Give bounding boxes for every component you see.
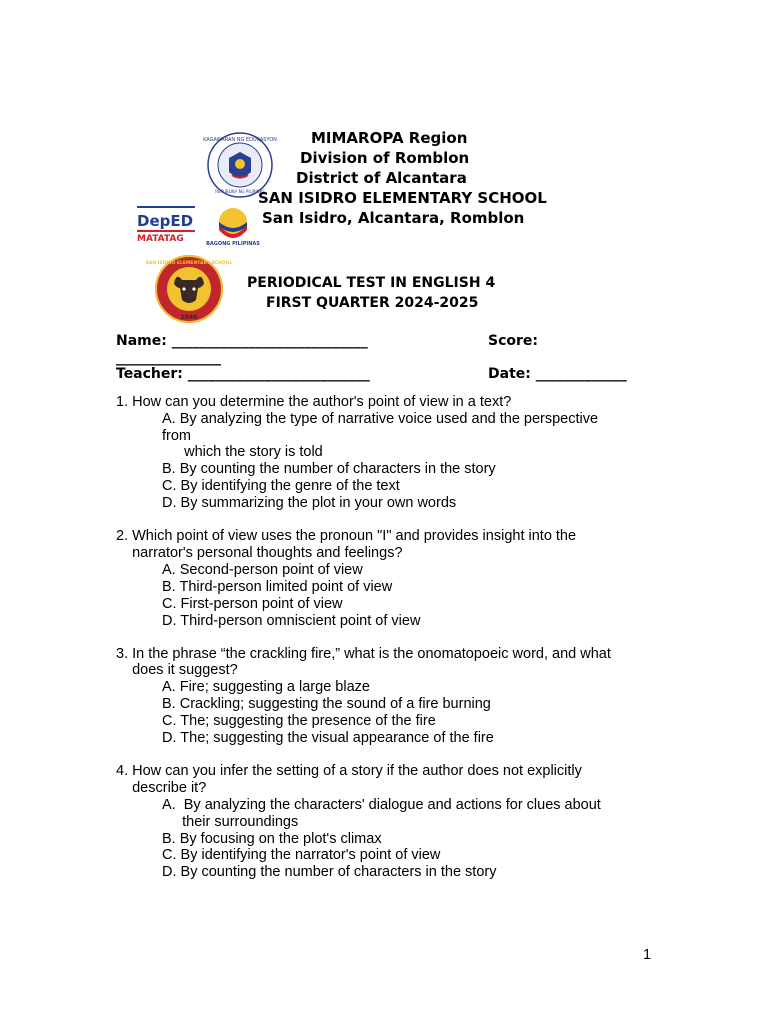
question-3-stem: 3. In the phrase “the crackling fire,” what is the onomatopoeic word, and what (116, 646, 611, 662)
name-field: Name: ____________________________ (116, 333, 368, 349)
question-4-option-d: D. By counting the number of characters in the story (162, 864, 497, 880)
question-4-option-a-cont: their surroundings (162, 814, 299, 830)
bagong-pilipinas-logo (203, 204, 263, 246)
question-3-stem-cont: does it suggest? (116, 662, 238, 678)
school-year-text: 1946 (180, 314, 198, 321)
deped-matatag-logo (137, 206, 199, 246)
score-line: _______________ (116, 350, 221, 366)
header-school: SAN ISIDRO ELEMENTARY SCHOOL (258, 189, 547, 207)
deped-logo-text: DepED (137, 212, 194, 230)
question-1-stem: 1. How can you determine the author's point of view in a text? (116, 394, 512, 410)
question-1-option-a-cont2: which the story is told (168, 444, 323, 460)
header-division: Division of Romblon (300, 149, 470, 167)
question-2-stem: 2. Which point of view uses the pronoun "I" and provides insight into the (116, 528, 577, 544)
page-number: 1 (643, 947, 652, 963)
school-logo (145, 254, 233, 324)
question-2-stem-cont: narrator's personal thoughts and feelings? (116, 545, 403, 561)
date-field: Date: _____________ (488, 366, 627, 382)
seal-ring-text: KAGAWARAN NG EDUKASYON (203, 137, 277, 143)
question-1-option-a-cont: from (162, 428, 191, 444)
teacher-field: Teacher: __________________________ (116, 366, 370, 382)
question-3-option-c: C. The; suggesting the presence of the fire (162, 713, 436, 729)
question-4-option-a: A. By analyzing the characters' dialogue and actions for clues about (162, 797, 601, 813)
bagong-pilipinas-text: BAGONG PILIPINAS (206, 241, 260, 247)
question-1-option-d: D. By summarizing the plot in your own words (162, 495, 457, 511)
question-4-stem: 4. How can you infer the setting of a story if the author does not explicitly (116, 763, 582, 779)
question-1-option-b: B. By counting the number of characters in the story (162, 461, 496, 477)
question-3-option-a: A. Fire; suggesting a large blaze (162, 679, 370, 695)
question-1-option-c: C. By identifying the genre of the text (162, 478, 400, 494)
question-2-option-b: B. Third-person limited point of view (162, 579, 393, 595)
test-title: PERIODICAL TEST IN ENGLISH 4 (247, 275, 496, 291)
score-label: Score: (488, 333, 538, 349)
header-district: District of Alcantara (296, 169, 467, 187)
question-1-option-a: A. By analyzing the type of narrative voice used and the perspective (162, 411, 599, 427)
question-4-option-b: B. By focusing on the plot's climax (162, 831, 382, 847)
school-ring-text: SAN ISIDRO ELEMENTARY SCHOOL (145, 261, 233, 266)
question-3-option-d: D. The; suggesting the visual appearance of the fire (162, 730, 494, 746)
question-2-option-a: A. Second-person point of view (162, 562, 363, 578)
header-address: San Isidro, Alcantara, Romblon (262, 209, 525, 227)
question-4-option-c: C. By identifying the narrator's point of view (162, 847, 441, 863)
header-region: MIMAROPA Region (311, 129, 468, 147)
seal-bottom-text: REPUBLIKA NG PILIPINAS (215, 189, 265, 194)
matatag-logo-text: MATATAG (137, 234, 184, 244)
test-quarter: FIRST QUARTER 2024-2025 (266, 295, 479, 311)
question-2-option-d: D. Third-person omniscient point of view (162, 613, 421, 629)
question-3-option-b: B. Crackling; suggesting the sound of a fire burning (162, 696, 491, 712)
question-2-option-c: C. First-person point of view (162, 596, 343, 612)
question-4-stem-cont: describe it? (116, 780, 207, 796)
